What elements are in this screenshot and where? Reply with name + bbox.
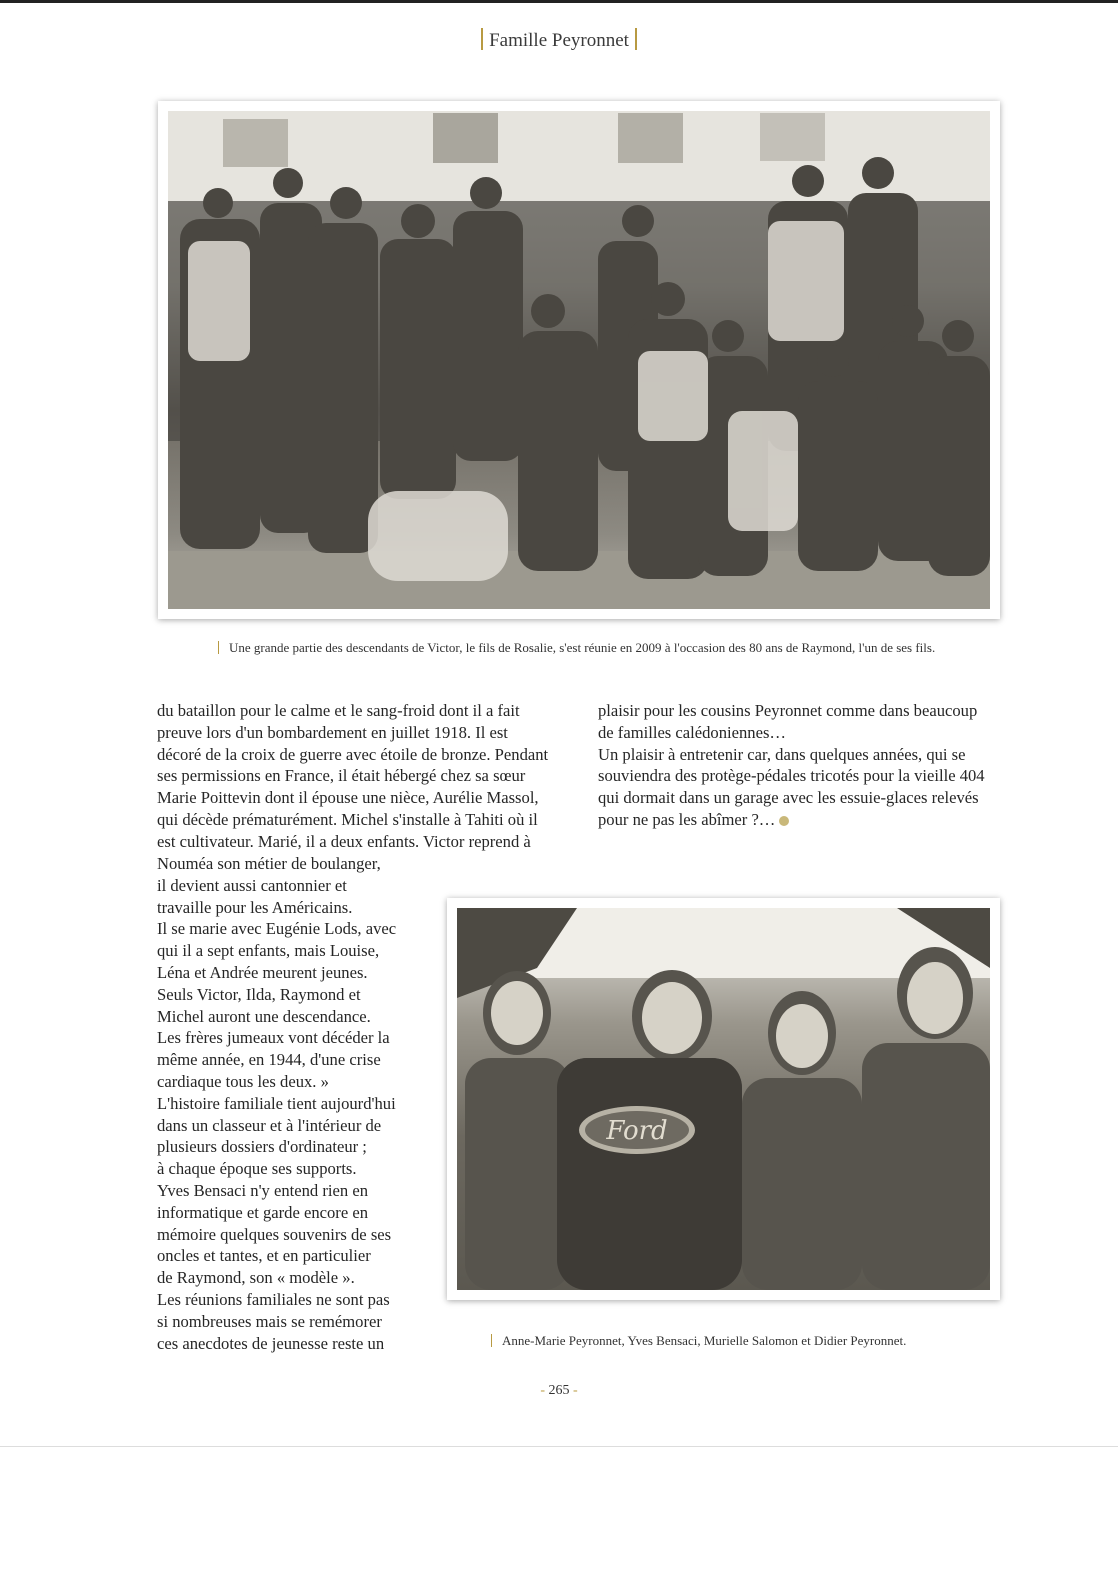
left-column-narrow — [157, 853, 397, 1354]
text-line: mémoire quelques souvenirs de ses — [157, 1224, 392, 1244]
text-line: ses permissions en France, il était hébergé chez sa sœur — [157, 766, 526, 786]
text-line: plusieurs dossiers d'ordinateur ; — [157, 1137, 367, 1157]
portrait-photo — [457, 908, 990, 1290]
page-number-text: 265 — [548, 1383, 570, 1398]
portrait-photo-caption-text: Anne-Marie Peyronnet, Yves Bensaci, Murielle Salomon et Didier Peyronnet. — [502, 1333, 907, 1348]
text-line: cardiaque tous les deux. » — [157, 1071, 329, 1091]
left-column-full — [157, 700, 557, 853]
running-header — [0, 28, 1118, 52]
text-line: est cultivateur. Marié, il a deux enfants. Victor reprend à — [157, 831, 531, 851]
caption-bar — [491, 1334, 492, 1347]
page-number-dash-right: - — [569, 1383, 578, 1398]
text-line: Marie Poittevin dont il épouse une nièce, Aurélie Massol, — [157, 788, 539, 808]
shirt-logo-text: Ford — [606, 1116, 668, 1146]
text-line: L'histoire familiale tient aujourd'hui — [157, 1093, 396, 1113]
text-line-last: pour ne pas les abîmer ?… — [598, 809, 776, 829]
text-line: de familles calédoniennes… — [598, 722, 786, 742]
text-line: qui décède prématurément. Michel s'installe à Tahiti où il — [157, 809, 538, 829]
page-number — [0, 1383, 1118, 1399]
text-line: preuve lors d'un bombardement en juillet 1918. Il est — [157, 722, 508, 742]
portrait-photo-caption — [491, 1333, 1011, 1349]
text-line: si nombreuses mais se remémorer — [157, 1311, 382, 1331]
text-line: souviendra des protège-pédales tricotés pour la vieille 404 — [598, 766, 985, 786]
page-number-dash-left: - — [540, 1383, 549, 1398]
text-line: ces anecdotes de jeunesse reste un — [157, 1333, 385, 1353]
right-column — [598, 700, 1008, 831]
portrait-photo-frame — [447, 898, 1000, 1300]
group-photo — [168, 111, 990, 609]
header-bar-left — [481, 28, 483, 50]
text-line: Un plaisir à entretenir car, dans quelques années, qui se — [598, 744, 966, 764]
text-line: Seuls Victor, Ilda, Raymond et — [157, 984, 361, 1004]
text-line: Les réunions familiales ne sont pas — [157, 1289, 390, 1309]
text-line: Yves Bensaci n'y entend rien en — [157, 1180, 368, 1200]
page-bottom-rule — [0, 1446, 1118, 1447]
text-line: à chaque époque ses supports. — [157, 1159, 357, 1179]
text-line: Léna et Andrée meurent jeunes. — [157, 962, 368, 982]
group-photo-frame — [158, 101, 1000, 619]
text-line: même année, en 1944, d'une crise — [157, 1050, 381, 1070]
text-line: plaisir pour les cousins Peyronnet comme dans beaucoup — [598, 701, 978, 720]
text-line: oncles et tantes, et en particulier — [157, 1246, 371, 1266]
text-line: qui il a sept enfants, mais Louise, — [157, 941, 380, 961]
text-line: travaille pour les Américains. — [157, 897, 353, 917]
text-line: dans un classeur et à l'intérieur de — [157, 1115, 382, 1135]
text-line — [598, 809, 1008, 831]
text-line: du bataillon pour le calme et le sang-froid dont il a fait — [157, 701, 520, 720]
end-of-article-dot-icon — [779, 816, 789, 826]
text-line: Les frères jumeaux vont décéder la — [157, 1028, 390, 1048]
group-photo-illustration — [168, 111, 990, 609]
text-line: Nouméa son métier de boulanger, — [157, 854, 381, 873]
text-line: de Raymond, son « modèle ». — [157, 1268, 355, 1288]
page-top-rule — [0, 0, 1118, 3]
group-photo-caption — [218, 640, 1008, 656]
text-line: Michel auront une descendance. — [157, 1006, 371, 1026]
text-line: il devient aussi cantonnier et — [157, 875, 347, 895]
header-bar-right — [635, 28, 637, 50]
text-line: qui dormait dans un garage avec les essuie-glaces relevés — [598, 788, 979, 808]
caption-bar — [218, 641, 219, 654]
portrait-photo-illustration — [457, 908, 990, 1290]
text-line: informatique et garde encore en — [157, 1202, 369, 1222]
text-line: Il se marie avec Eugénie Lods, avec — [157, 919, 397, 939]
text-line: décoré de la croix de guerre avec étoile de bronze. Pendant — [157, 744, 549, 764]
header-title: Famille Peyronnet — [489, 30, 629, 51]
group-photo-caption-text: Une grande partie des descendants de Victor, le fils de Rosalie, s'est réunie en 2009 à l'occasion des 80 ans de Raymond, l'un de ses fils. — [229, 640, 936, 655]
